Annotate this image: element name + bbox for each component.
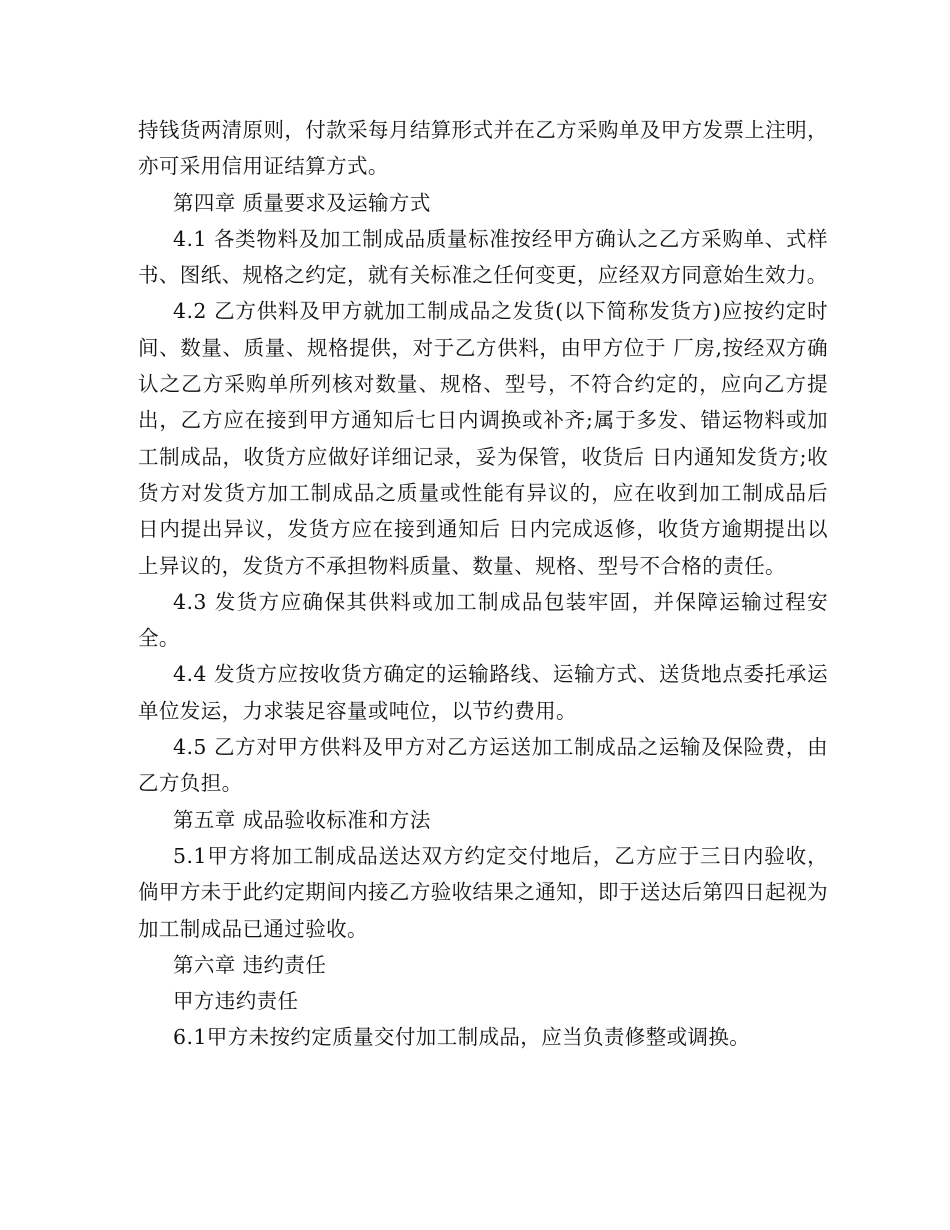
clause-5-1: 5.1甲方将加工制成品送达双方约定交付地后，乙方应于三日内验收，倘甲方未于此约定期间内接乙方验收结果之通知，即于送达后第四日起视为加工制成品已通过验收。: [138, 843, 828, 941]
paragraph-continued-payment: 持钱货两清原则，付款采每月结算形式并在乙方采购单及甲方发票上注明，亦可采用信用证结算方式。: [138, 118, 828, 179]
party-a-liability-heading: 甲方违约责任: [173, 989, 299, 1014]
clause-6-1: 6.1甲方未按约定质量交付加工制成品，应当负责修整或调换。: [173, 1025, 751, 1050]
chapter-4-heading: 第四章 质量要求及运输方式: [173, 190, 431, 215]
chapter-5-heading: 第五章 成品验收标准和方法: [173, 807, 431, 832]
clause-4-2: 4.2 乙方供料及甲方就加工制成品之发货(以下简称发货方)应按约定时间、数量、质量、规格提供，对于乙方供料，由甲方位于 厂房,按经双方确认之乙方采购单所列核对数量、规格、型号，不符合约定的，应向乙方提出，乙方应在接到甲方通知后七日内调换或补齐;属于多发、错运物料或加工制成品，收货方应做好详细记录，妥为保管，收货后 日内通知发货方;收货方对发货方加工制成品之质量或性能有异议的，应在收到加工制成品后 日内提出异议，发货方应在接到通知后 日内完成返修，收货方逾期提出以上异议的，发货方不承担物料质量、数量、规格、型号不合格的责任。: [138, 299, 828, 578]
clause-4-5: 4.5 乙方对甲方供料及甲方对乙方运送加工制成品之运输及保险费，由乙方负担。: [138, 735, 828, 796]
chapter-6-heading: 第六章 违约责任: [173, 952, 327, 977]
document-body: [138, 112, 828, 1056]
clause-4-4: 4.4 发货方应按收货方确定的运输路线、运输方式、送货地点委托承运单位发运，力求装足容量或吨位，以节约费用。: [138, 662, 828, 723]
clause-4-3: 4.3 发货方应确保其供料或加工制成品包装牢固，并保障运输过程安全。: [138, 589, 828, 651]
clause-4-1: 4.1 各类物料及加工制成品质量标准按经甲方确认之乙方采购单、式样书、图纸、规格之约定，就有关标准之任何变更，应经双方同意始生效力。: [138, 226, 828, 288]
